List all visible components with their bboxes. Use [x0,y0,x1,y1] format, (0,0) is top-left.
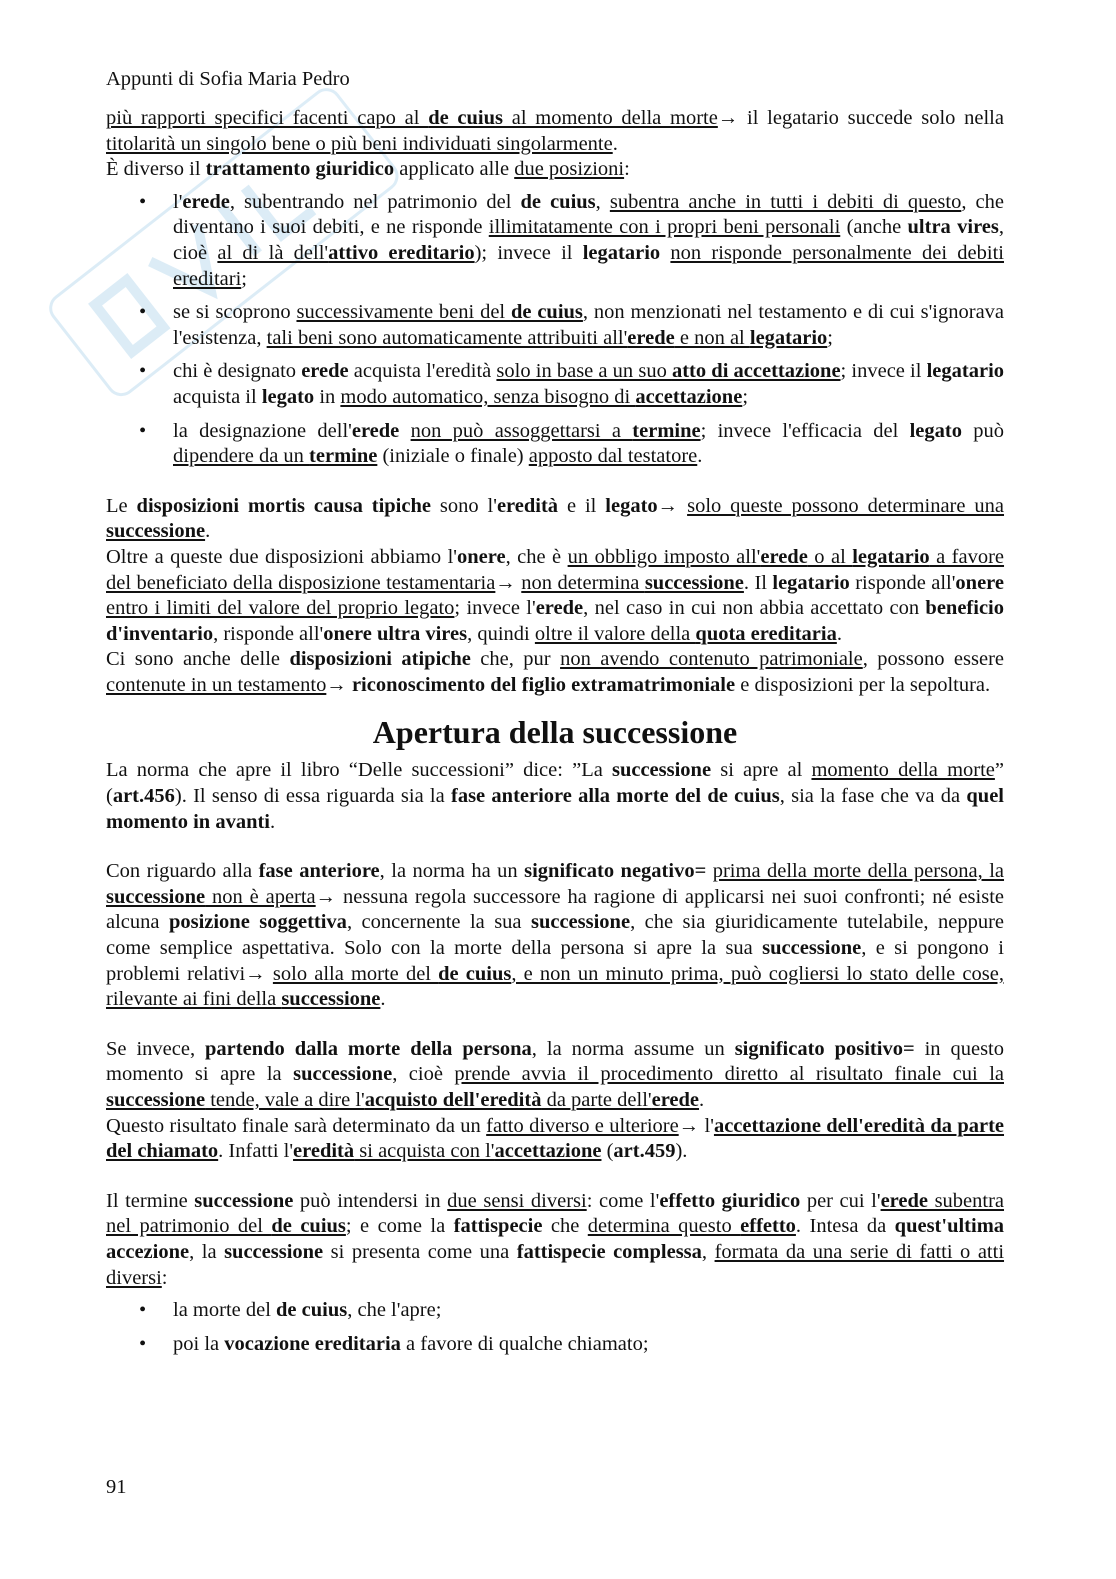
paragraph: Con riguardo alla fase anteriore, la norma ha un significato negativo= prima della morte della persona, la successione non è aperta→ nessuna regola successore ha ragione di applicarsi nei suoi confronti; né esiste alcuna posizione soggettiva, concernente la sua successione, che sia giuridicamente tutelabile, neppure come semplice aspettativa. Solo con la morte della persona si apre la sua successione, e si pongono i problemi relativi→ solo alla morte del de cuius, e non un minuto prima, può cogliersi lo stato delle cose, rilevante ai fini della successione. [106,860,1005,1011]
bullet-list [106,190,1004,470]
list-item: • l'erede, subentrando nel patrimonio del de cuius, subentra anche in tutti i debiti di questo, che diventano i suoi debiti, e ne risponde illimitatamente con i propri beni personali (anche ultra vires, cioè al di là dell'attivo ereditario); invece il legatario non risponde personalmente dei debiti ereditari; [106,190,1004,292]
paragraph: Questo risultato finale sarà determinato da un fatto diverso e ulteriore→ l'accettazione dell'eredità da parte del chiamato. Infatti l'eredità si acquista con l'accettazione (art.459). [106,1114,1005,1163]
page-content [106,106,1004,1357]
paragraph: Le disposizioni mortis causa tipiche sono l'eredità e il legato→ solo queste possono determinare una successione. [106,494,1005,543]
page-number: 91 [106,1476,127,1498]
list-item: • chi è designato erede acquista l'eredità solo in base a un suo atto di accettazione; invece il legatario acquista il legato in modo automatico, senza bisogno di accettazione; [106,359,1004,410]
bullet-list [106,1298,1004,1357]
paragraph: Ci sono anche delle disposizioni atipiche che, pur non avendo contenuto patrimoniale, possono essere contenute in un testamento→ riconoscimento del figlio extramatrimoniale e disposizioni per la sepoltura. [106,648,1004,696]
paragraph: Oltre a queste due disposizioni abbiamo l'onere, che è un obbligo imposto all'erede o al legatario a favore del beneficiato della disposizione testamentaria→ non determina successione. Il legatario risponde all'onere entro i limiti del valore del proprio legato; invece l'erede, nel caso in cui non abbia accettato con beneficio d'inventario, risponde all'onere ultra vires, quindi oltre il valore della quota ereditaria. [106,545,1005,645]
paragraph: più rapporti specifici facenti capo al de cuius al momento della morte→ il legatario succede solo nella titolarità un singolo bene o più beni individuati singolarmente. [106,107,1004,155]
paragraph: La norma che apre il libro “Delle successioni” dice: ”La successione si apre al momento della morte” (art.456). Il senso di essa riguarda sia la fase anteriore alla morte del de cuius, sia la fase che va da quel momento in avanti. [106,759,1004,833]
page-header: Appunti di Sofia Maria Pedro [106,68,350,90]
list-item: • la designazione dell'erede non può assoggettarsi a termine; invece l'efficacia del legato può dipendere da un termine (iniziale o finale) apposto dal testatore. [106,419,1004,470]
spacer [106,1013,1004,1037]
spacer [106,1165,1004,1189]
list-item: • se si scoprono successivamente beni del de cuius, non menzionati nel testamento e di cui s'ignorava l'esistenza, tali beni sono automaticamente attribuiti all'erede e non al legatario; [106,300,1004,351]
spacer [106,835,1004,859]
section-title: Apertura della successione [372,714,738,751]
paragraph: È diverso il trattamento giuridico applicato alle due posizioni: [106,158,630,181]
list-item: • la morte del de cuius, che l'apre; [106,1298,1004,1324]
paragraph: Il termine successione può intendersi in due sensi diversi: come l'effetto giuridico per cui l'erede subentra nel patrimonio del de cuius; e come la fattispecie che determina questo effetto. Intesa da quest'ultima accezione, la successione si presenta come una fattispecie complessa, formata da una serie di fatti o atti diversi: [106,1189,1005,1289]
list-item: • poi la vocazione ereditaria a favore di qualche chiamato; [106,1332,1004,1358]
spacer [106,470,1004,494]
paragraph: Se invece, partendo dalla morte della persona, la norma assume un significato positivo= in questo momento si apre la successione, cioè prende avvia il procedimento diretto al risultato finale cui la successione tende, vale a dire l'acquisto dell'eredità da parte dell'erede. [106,1037,1005,1111]
